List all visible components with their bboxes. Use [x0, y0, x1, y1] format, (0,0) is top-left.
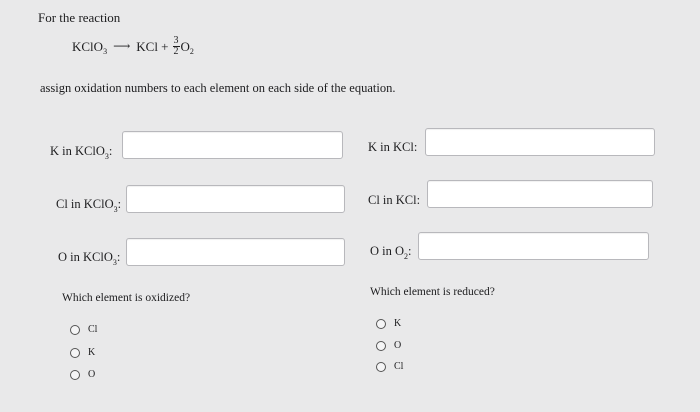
reactant-subscript: 3	[103, 47, 108, 56]
product-oxygen: O	[180, 38, 190, 54]
product-oxygen-subscript: 2	[189, 47, 194, 56]
product-kcl: KCl +	[136, 38, 169, 54]
cl-in-kcl-input[interactable]	[427, 180, 653, 208]
reaction-arrow: ⟶	[113, 39, 131, 53]
k-in-kcl-input[interactable]	[425, 128, 655, 156]
oxidized-question: Which element is oxidized?	[62, 292, 191, 304]
label-k-in-kclo3: K in KClO$_3$:	[50, 144, 113, 161]
radio-icon[interactable]	[70, 325, 80, 335]
instructions-text: assign oxidation numbers to each element on each side of the equation.	[40, 81, 396, 95]
oxidized-option-2[interactable]: O	[70, 369, 95, 380]
radio-icon[interactable]	[376, 319, 386, 329]
o-in-kclo3-input[interactable]	[126, 238, 345, 266]
label-o-in-kclo3: O in KClO$_3$:	[58, 250, 121, 267]
o-in-o2-input[interactable]	[418, 232, 649, 260]
intro-text: For the reaction	[38, 10, 121, 25]
k-in-kclo3-input[interactable]	[122, 131, 343, 159]
reduced-question: Which element is reduced?	[370, 286, 495, 298]
fraction-numerator: 3	[173, 35, 179, 46]
coefficient-fraction	[173, 36, 180, 57]
label-o-in-o2: O in $O_2$:	[370, 244, 412, 261]
radio-icon[interactable]	[70, 370, 80, 380]
reactant-formula: KClO	[72, 38, 104, 54]
reduced-option-2[interactable]: Cl	[376, 361, 403, 372]
radio-icon[interactable]	[70, 348, 80, 358]
reaction-equation	[72, 36, 194, 57]
label-cl-in-kclo3: Cl in KClO$_3$:	[56, 197, 122, 214]
radio-icon[interactable]	[376, 341, 386, 351]
reduced-option-1[interactable]: O	[376, 340, 401, 351]
fraction-denominator: 2	[173, 46, 179, 57]
oxidized-option-0[interactable]: Cl	[70, 324, 97, 335]
oxidized-option-1[interactable]: K	[70, 347, 95, 358]
cl-in-kclo3-input[interactable]	[126, 185, 345, 213]
label-cl-in-kcl: Cl in KCl:	[368, 193, 421, 207]
radio-icon[interactable]	[376, 362, 386, 372]
reduced-option-0[interactable]: K	[376, 318, 401, 329]
label-k-in-kcl: K in KCl:	[368, 140, 418, 154]
